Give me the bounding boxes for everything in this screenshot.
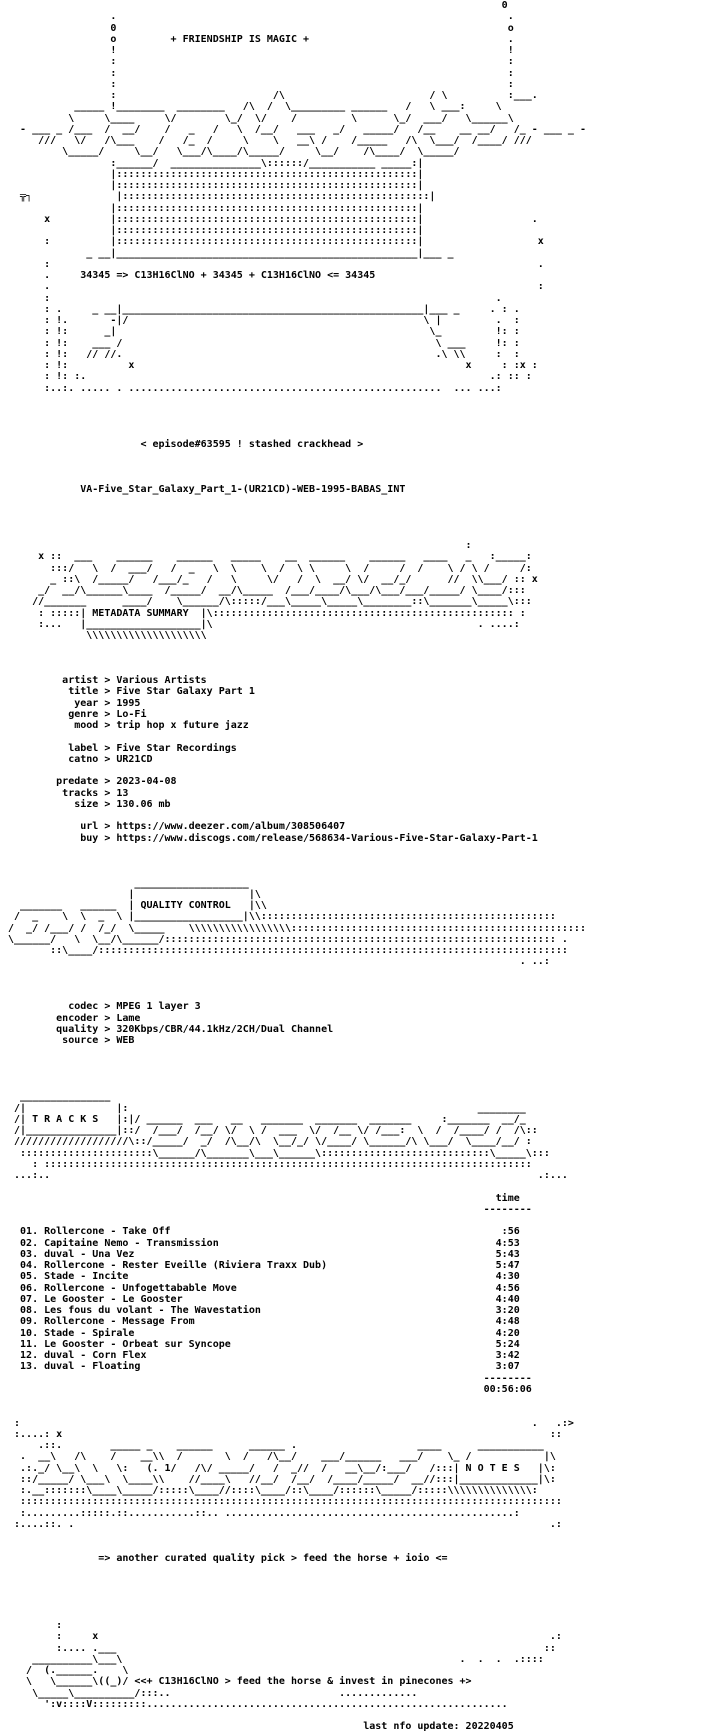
nfo-line: __________\___\ . . . .:::: bbox=[8, 1653, 544, 1665]
nfo-line: < episode#63595 ! stashed crackhead > bbox=[8, 438, 364, 450]
nfo-line: | |\ bbox=[8, 888, 261, 900]
nfo-line: catno > UR21CD bbox=[8, 753, 153, 765]
nfo-line: /// \/ /\___ / /_ / \ \ __\ / /_____ /\ \___/ /____/ /// bbox=[8, 135, 532, 146]
nfo-line: : !: :. .: :: : bbox=[8, 371, 532, 383]
nfo-line: mood > trip hop x future jazz bbox=[8, 720, 249, 731]
nfo-line: -------- bbox=[8, 1203, 532, 1215]
nfo-line: \ \______\((_)/ <<+ C13H16ClNO > feed the horse & invest in pinecones +> bbox=[8, 1676, 472, 1688]
nfo-line: . __\ /\ / __\\ / \ / /\__/ ___/______ ___/ \_ / |\ bbox=[8, 1451, 556, 1463]
nfo-line: :.__:::::::\____\_____/:::::\____//::::\____/::\____/::::::\_____/:::::\\\\\\\\\\\\\\: bbox=[8, 1485, 538, 1496]
nfo-line: /|_______________|::/ /___/ /__/ \/ \ / ___ \/ /__ \/ /___: \ / /____/ / /\:: bbox=[8, 1125, 538, 1136]
nfo-line: \\\\\\\\\\\\\\\\\\\\ bbox=[8, 630, 207, 641]
nfo-line: : !: x x : :x : bbox=[8, 360, 538, 371]
nfo-line: . ..: bbox=[8, 956, 550, 968]
nfo-line: : !: ___ / \ ___ !: : bbox=[8, 337, 520, 349]
nfo-line: label > Five Star Recordings bbox=[8, 742, 237, 754]
nfo-line: x :: ___ ______ ______ _____ __ ______ ______ ____ _ :_____: bbox=[8, 551, 532, 563]
nfo-line: : :::::| METADATA SUMMARY |\:::::::::::::::::::::::::::::::::::::::::::::::::: : bbox=[8, 607, 526, 619]
nfo-line: :... |___________________|\ . ....: bbox=[8, 618, 520, 630]
nfo-line: title > Five Star Galaxy Part 1 bbox=[8, 686, 255, 698]
nfo-line: encoder > Lame bbox=[8, 1012, 141, 1024]
nfo-line: . : bbox=[8, 281, 544, 293]
nfo-line: _/ __/\______\____ /_____/ __/\_____ /___/____/\___/\___/___/_____/ \____/::: bbox=[8, 585, 526, 596]
nfo-line: 02. Capitaine Nemo - Transmission 4:53 bbox=[8, 1237, 520, 1249]
nfo-line: : : bbox=[8, 56, 514, 68]
nfo-line: 01. Rollercone - Take Off :56 bbox=[8, 1226, 520, 1238]
nfo-line: _ __|__________________________________________________|___ _ bbox=[8, 247, 454, 259]
nfo-line: :::/ \ / ___/ / _ \ \ \ / \ \ \ / / / \ / \ / /: bbox=[8, 562, 532, 574]
nfo-line: : : bbox=[8, 78, 514, 90]
nfo-line: ___________________ bbox=[8, 877, 249, 889]
nfo-line: :______/ _______________\::::::/___________ _____:| bbox=[8, 157, 424, 169]
nfo-line: tracks > 13 bbox=[8, 787, 129, 799]
nfo-line: : bbox=[8, 540, 472, 551]
nfo-line: : . bbox=[8, 258, 544, 270]
nfo-line: //_______ ____/ \______/\:::::/___\_____\_____\________::\_______\_____\::: bbox=[8, 596, 532, 608]
nfo-line: .:._/ \__\ \ \: (. 1/ /\/ _____/ / _// / __\__/:___/ /:::| N O T E S |\: bbox=[8, 1462, 556, 1474]
nfo-line: ...:.. .:... bbox=[8, 1170, 568, 1181]
nfo-line: ::::::::::::::::::::::\______/\_______\___\______\::::::::::::::::::::::::::::\_____\::: bbox=[8, 1147, 550, 1159]
nfo-line: 11. Le Gooster - Orbeat sur Syncope 5:24 bbox=[8, 1338, 520, 1350]
nfo-line: source > WEB bbox=[8, 1035, 135, 1046]
nfo-line: : bbox=[8, 1620, 63, 1631]
nfo-line: _ ::\ /_____/ /___/_ / \ \/ / \ __/ \/ __/_/ // \\___/ :: x bbox=[8, 573, 538, 585]
nfo-line: time bbox=[8, 1192, 520, 1204]
nfo-line: : |::::::::::::::::::::::::::::::::::::::::::::::::::| x bbox=[8, 236, 544, 248]
nfo-line: ! ! bbox=[8, 45, 514, 56]
nfo-line: /| |: ________ bbox=[8, 1102, 526, 1114]
nfo-line: : ::::::::::::::::::::::::::::::::::::::::::::::::::::::::::::::::::::::::::::::::: bbox=[8, 1158, 532, 1170]
nfo-line: : . bbox=[8, 292, 502, 304]
nfo-line: codec > MPEG 1 layer 3 bbox=[8, 1001, 201, 1013]
nfo-line: .::. _____ _ ______ ______ . ____ ___________ bbox=[8, 1440, 544, 1451]
nfo-line: :..:. ..... . .................................................... ... ...: bbox=[8, 382, 502, 394]
nfo-line: \_____\__________/:::.. ............. bbox=[8, 1687, 418, 1699]
nfo-line: _______ ______ | QUALITY CONTROL |\\ bbox=[8, 900, 267, 911]
nfo-line: ::/_____/ \___\ \____\\ //____\ //__/ /__/ /____/_____/ __//:::|_____________|\: bbox=[8, 1473, 556, 1485]
nfo-line: : /\ / \ :___. bbox=[8, 90, 538, 101]
nfo-line: \_____/ \__/ \___/\____/\_____/ \__/ /\____/ \_____/ bbox=[8, 146, 460, 158]
nfo-line: :....::. . .: bbox=[8, 1518, 562, 1530]
nfo-line: ╦┐ |:::::::::::::::::::::::::::::::::::::::::::::::::::| bbox=[8, 191, 436, 203]
nfo-line: year > 1995 bbox=[8, 697, 141, 709]
nfo-line: 12. duval - Corn Flex 3:42 bbox=[8, 1350, 520, 1361]
nfo-line: quality > 320Kbps/CBR/44.1kHz/2CH/Dual Channel bbox=[8, 1023, 334, 1035]
nfo-line: /| T R A C K S |:|/ ______ ___ __ _______ _______ _______ :_______ __/_ bbox=[8, 1113, 532, 1125]
nfo-line: _______________ bbox=[8, 1091, 111, 1103]
nfo-line: buy > https://www.discogs.com/release/568634-Various-Five-Star-Galaxy-Part-1 bbox=[8, 832, 538, 844]
nfo-line: 05. Stade - Incite 4:30 bbox=[8, 1271, 520, 1283]
nfo-line: |::::::::::::::::::::::::::::::::::::::::::::::::::| bbox=[8, 225, 424, 236]
nfo-line: => another curated quality pick > feed the horse + ioio <= bbox=[8, 1552, 448, 1564]
nfo-line: |::::::::::::::::::::::::::::::::::::::::::::::::::| bbox=[8, 168, 424, 180]
nfo-line: 0 o bbox=[8, 22, 514, 34]
nfo-line: :::::::::::::::::::::::::::::::::::::::::::::::::::::::::::::::::::::::::::::::::::::::::: bbox=[8, 1496, 562, 1508]
nfo-line: : . .:> bbox=[8, 1417, 574, 1429]
nfo-line: url > https://www.deezer.com/album/308506407 bbox=[8, 821, 346, 833]
nfo-line: |::::::::::::::::::::::::::::::::::::::::::::::::::| bbox=[8, 180, 424, 191]
nfo-line: 08. Les fous du volant - The Wavestation 3:20 bbox=[8, 1305, 520, 1316]
nfo-line: . . bbox=[8, 11, 514, 23]
nfo-line: VA-Five_Star_Galaxy_Part_1-(UR21CD)-WEB-1995-BABAS_INT bbox=[8, 483, 406, 495]
nfo-line: artist > Various Artists bbox=[8, 675, 207, 686]
nfo-line: : !: _| \_ !: : bbox=[8, 326, 520, 338]
nfo-line: :.........:::::.::...........::.. ................................................: bbox=[8, 1507, 520, 1519]
nfo-line: 07. Le Gooster - Le Gooster 4:40 bbox=[8, 1293, 520, 1305]
nfo-line: 04. Rollercone - Rester Eveille (Riviera Traxx Dub) 5:47 bbox=[8, 1260, 520, 1271]
nfo-line: : !: // //. .\ \\ : : bbox=[8, 348, 520, 360]
nfo-line: ':v::::V:::::::::............................................................ bbox=[8, 1698, 508, 1710]
nfo-line: o + FRIENDSHIP IS MAGIC + . bbox=[8, 33, 514, 45]
nfo-line: - ___ _ /___ / __/ / _ / \ /__/ ___ _/ _____/ /__ __ __/ /_ - ___ _ - bbox=[8, 123, 586, 135]
nfo-line: / (.______. \ bbox=[8, 1665, 129, 1676]
nfo-line: / _/ /___/ / /_/ \_____ \\\\\\\\\\\\\\\\\::::::::::::::::::::::::::::::::::::::::::::::::: bbox=[8, 922, 586, 934]
nfo-line: 0 bbox=[8, 0, 508, 11]
nfo-line: \______/ \ \__/\______/::::::::::::::::::::::::::::::::::::::::::::::::::::::::::::::::: . bbox=[8, 933, 568, 945]
nfo-line: 06. Rollercone - Unfogettabable Move 4:56 bbox=[8, 1282, 520, 1294]
nfo-line: : x .: bbox=[8, 1631, 562, 1643]
nfo-line: _____ !________ ________ /\ / \_________ ______ / \ ___: \ bbox=[8, 101, 502, 113]
nfo-line: : !. -|/ \ | . : bbox=[8, 315, 520, 326]
nfo-line: predate > 2023-04-08 bbox=[8, 776, 177, 788]
nfo-line: 03. duval - Una Vez 5:43 bbox=[8, 1248, 520, 1260]
nfo-line: 10. Stade - Spirale 4:20 bbox=[8, 1327, 520, 1339]
nfo-line: : . _ __|__________________________________________________|___ _ . : . bbox=[8, 303, 520, 315]
nfo-line: ::\____/:::::::::::::::::::::::::::::::::::::::::::::::::::::::::::::::::::::::::::::: bbox=[8, 945, 568, 956]
nfo-line: : : bbox=[8, 67, 514, 79]
nfo-line: . 34345 => C13H16ClNO + 34345 + C13H16ClNO <= 34345 bbox=[8, 270, 376, 281]
nfo-line: / _ \ \ _ \ |__________________|\\::::::::::::::::::::::::::::::::::::::::::::::::: bbox=[8, 911, 556, 923]
nfo-line: ///////////////////\::/_____/ _/ /\__/\ \__/_/ \/____/ \______/\ \___/ \____/__/ : bbox=[8, 1136, 532, 1148]
nfo-line: :.... .___ :: bbox=[8, 1642, 556, 1654]
nfo-line: \ \____ \/ \_/ \/ / \ \_/ ___/ \______\ bbox=[8, 112, 514, 124]
nfo-text-document bbox=[8, 0, 720, 1733]
nfo-line: |::::::::::::::::::::::::::::::::::::::::::::::::::| bbox=[8, 202, 424, 214]
nfo-line: size > 130.06 mb bbox=[8, 798, 171, 810]
nfo-line: genre > Lo-Fi bbox=[8, 708, 147, 720]
nfo-line: 13. duval - Floating 3:07 bbox=[8, 1361, 520, 1373]
nfo-line: -------- bbox=[8, 1372, 532, 1384]
nfo-line: 09. Rollercone - Message From 4:48 bbox=[8, 1316, 520, 1328]
nfo-line: :....: x :: bbox=[8, 1428, 562, 1440]
nfo-line: x |::::::::::::::::::::::::::::::::::::::::::::::::::| . bbox=[8, 213, 538, 225]
nfo-line: last nfo update: 20220405 bbox=[8, 1721, 514, 1733]
nfo-line: 00:56:06 bbox=[8, 1383, 532, 1395]
